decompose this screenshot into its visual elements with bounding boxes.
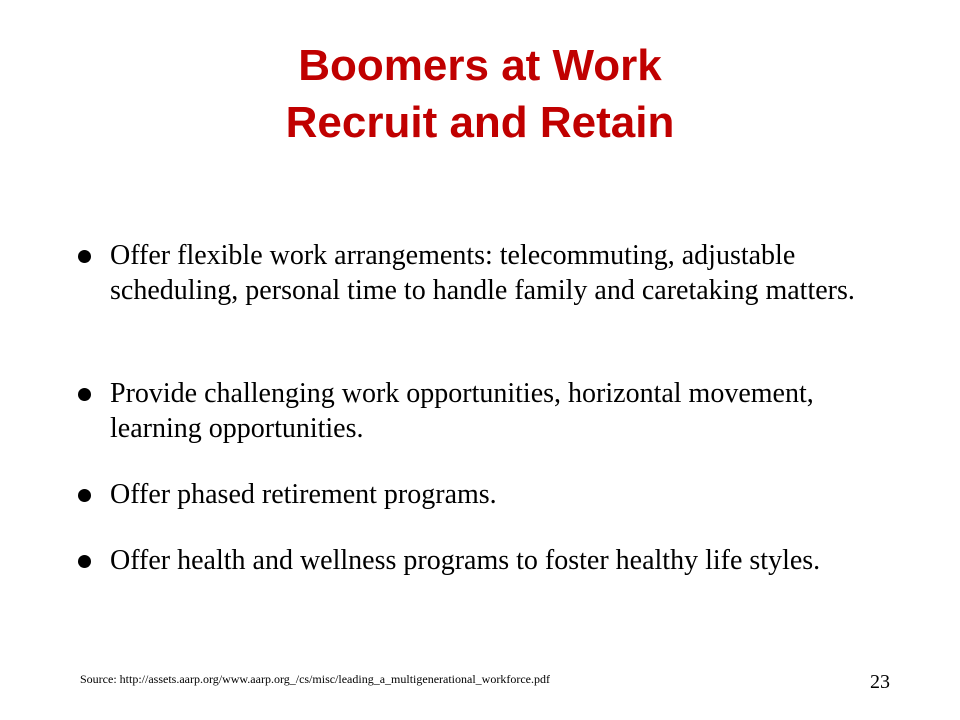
source-citation: Source: http://assets.aarp.org/www.aarp.org_/cs/misc/leading_a_multigenerational_workforce.pdf: [80, 672, 550, 686]
bullet-text: Offer phased retirement programs.: [110, 479, 497, 510]
bullet-text: Offer health and wellness programs to foster healthy life styles.: [110, 545, 821, 576]
bullet-text: Provide challenging work opportunities, horizontal movement, learning opportunities.: [110, 378, 814, 444]
page-number: 23: [870, 671, 890, 693]
bullet-text: Offer flexible work arrangements: telecommuting, adjustable scheduling, personal time to handle family and caretaking matters.: [110, 240, 855, 306]
slide-title-line-1: Boomers at Work: [298, 41, 662, 90]
bullet-dot-icon: [78, 555, 91, 568]
bullet-dot-icon: [78, 250, 91, 263]
bullet-dot-icon: [78, 388, 91, 401]
slide-title-line-2: Recruit and Retain: [285, 98, 675, 147]
bullet-dot-icon: [78, 489, 91, 502]
